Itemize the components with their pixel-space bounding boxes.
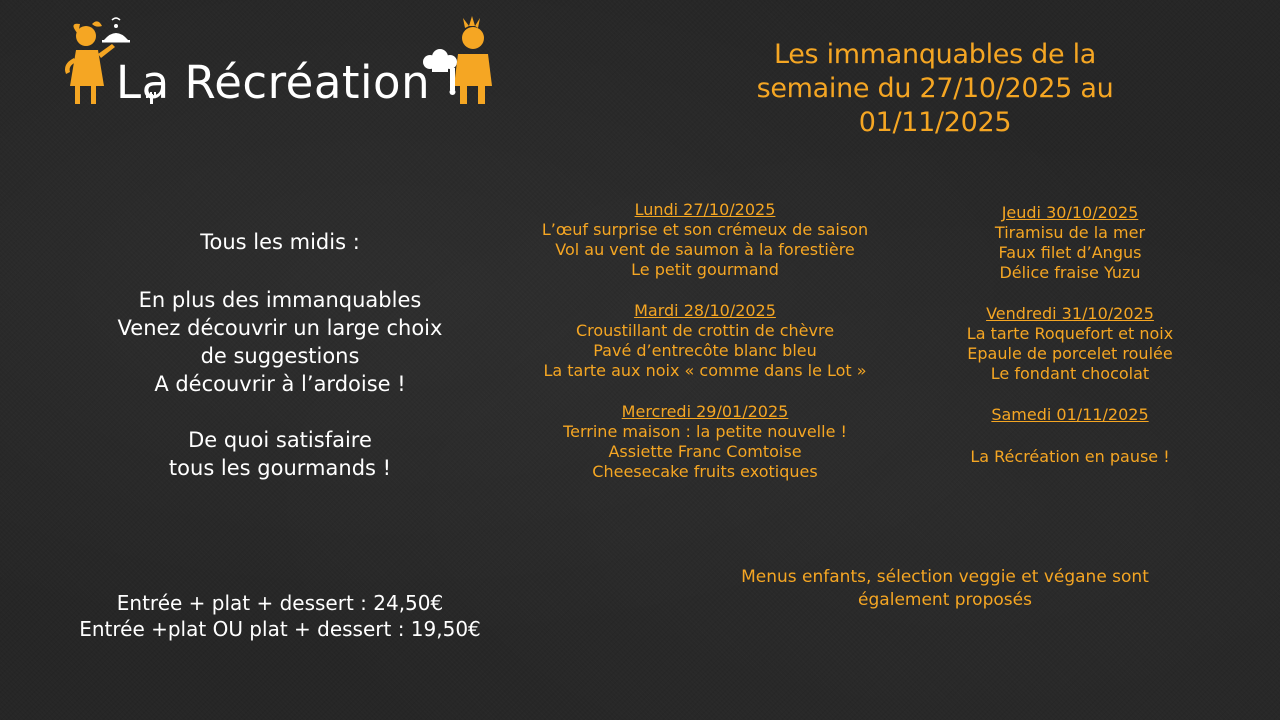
day-heading: Mardi 28/10/2025 [634,301,776,320]
options-note [670,566,1220,612]
day-heading: Jeudi 30/10/2025 [1001,203,1139,222]
intro-line: A découvrir à l’ardoise ! [154,372,406,396]
dish-item: Tiramisu de la mer [994,223,1146,242]
price-line: Entrée + plat + dessert : 24,50€ [116,591,444,615]
closed-note: La Récréation en pause ! [970,447,1170,466]
dish-item: La tarte Roquefort et noix [966,324,1174,343]
menu-day-block [925,405,1215,467]
dish-item: La tarte aux noix « comme dans le Lot » [543,361,867,380]
title-line: Les immanquables de la [773,39,1097,70]
dish-item: Vol au vent de saumon à la forestière [555,240,855,259]
menu-day-block [500,402,910,482]
day-heading: Mercredi 29/01/2025 [621,402,789,421]
dish-item: Faux filet d’Angus [998,243,1142,262]
menu-day-block [500,301,910,381]
intro-line: En plus des immanquables [138,288,422,312]
intro-line: de suggestions [200,344,360,368]
dish-item: Délice fraise Yuzu [999,263,1141,282]
title-line: semaine du 27/10/2025 au [756,73,1114,104]
dish-item: Epaule de porcelet roulée [967,344,1173,363]
page-title [690,38,1180,140]
brand-name: La Récréation [116,56,431,109]
dish-item: Terrine maison : la petite nouvelle ! [563,422,847,441]
intro-closing-line: tous les gourmands ! [168,456,392,480]
dish-item: L’œuf surprise et son crémeux de saison [541,220,869,239]
menu-day-block [925,203,1215,283]
menu-day-block [925,304,1215,384]
intro-block [50,228,510,482]
options-note-line: Menus enfants, sélection veggie et végane sont [741,567,1149,587]
menu-day-block [500,200,910,280]
day-heading: Lundi 27/10/2025 [634,200,776,219]
title-line: 01/11/2025 [858,107,1012,138]
dish-item: Assiette Franc Comtoise [608,442,802,461]
options-note-line: également proposés [858,590,1032,610]
intro-closing-line: De quoi satisfaire [188,428,372,452]
dish-item: Le petit gourmand [631,260,779,279]
day-heading: Samedi 01/11/2025 [991,405,1149,424]
menu-column-right [925,203,1215,467]
intro-line: Venez découvrir un large choix [117,316,443,340]
menu-column-left [500,200,910,503]
dish-item: Croustillant de crottin de chèvre [575,321,835,340]
dish-item: Le fondant chocolat [990,364,1150,383]
price-list [40,590,520,642]
intro-title: Tous les midis : [200,230,360,254]
day-heading: Vendredi 31/10/2025 [986,304,1154,323]
dish-item: Cheesecake fruits exotiques [592,462,818,481]
price-line: Entrée +plat OU plat + dessert : 19,50€ [79,617,481,641]
dish-item: Pavé d’entrecôte blanc bleu [593,341,817,360]
logo [58,14,508,114]
